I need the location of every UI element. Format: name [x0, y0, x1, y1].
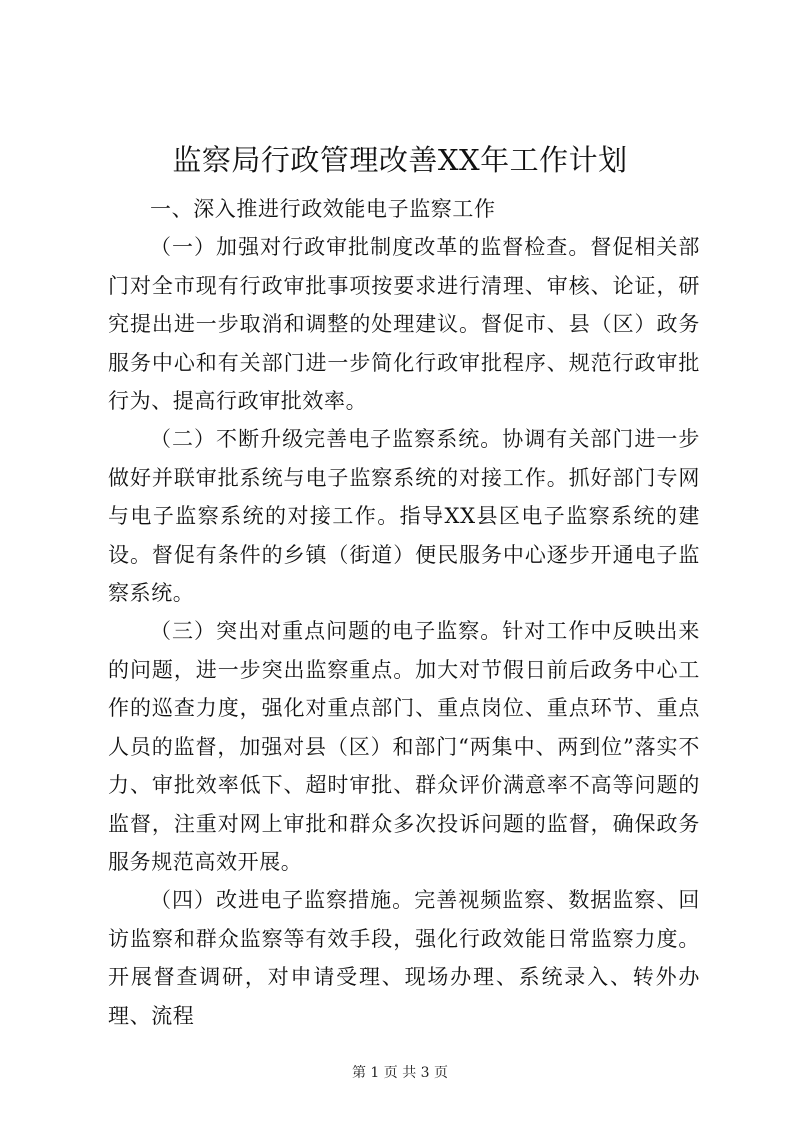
section-heading: 一、深入推进行政效能电子监察工作	[150, 197, 496, 221]
document-body	[108, 190, 700, 1035]
paragraph: （一）加强对行政审批制度改革的监督检查。督促相关部门对全市现有行政审批事项按要求进行清理、审核、论证，研究提出进一步取消和调整的处理建议。督促市、县（区）政务服务中心和有关部门进一步简化行政审批程序、规范行政审批行为、提高行政审批效率。	[108, 235, 700, 414]
paragraph: （二）不断升级完善电子监察系统。协调有关部门进一步做好并联审批系统与电子监察系统的对接工作。抓好部门专网与电子监察系统的对接工作。指导XX县区电子监察系统的建设。督促有条件的乡镇（街道）便民服务中心逐步开通电子监察系统。	[108, 427, 700, 606]
paragraph: （三）突出对重点问题的电子监察。针对工作中反映出来的问题，进一步突出监察重点。加大对节假日前后政务中心工作的巡查力度，强化对重点部门、重点岗位、重点环节、重点人员的监督，加强对县（区）和部门“两集中、两到位”落实不力、审批效率低下、超时审批、群众评价满意率不高等问题的监督，注重对网上审批和群众多次投诉问题的监督，确保政务服务规范高效开展。	[108, 619, 700, 874]
page-number-footer: 第 1 页 共 3 页	[351, 1065, 449, 1081]
document-title: 监察局行政管理改善XX年工作计划	[172, 143, 628, 177]
paragraph: （四）改进电子监察措施。完善视频监察、数据监察、回访监察和群众监察等有效手段，强化行政效能日常监察力度。开展督查调研，对申请受理、现场办理、系统录入、转外办理、流程	[108, 888, 700, 1028]
